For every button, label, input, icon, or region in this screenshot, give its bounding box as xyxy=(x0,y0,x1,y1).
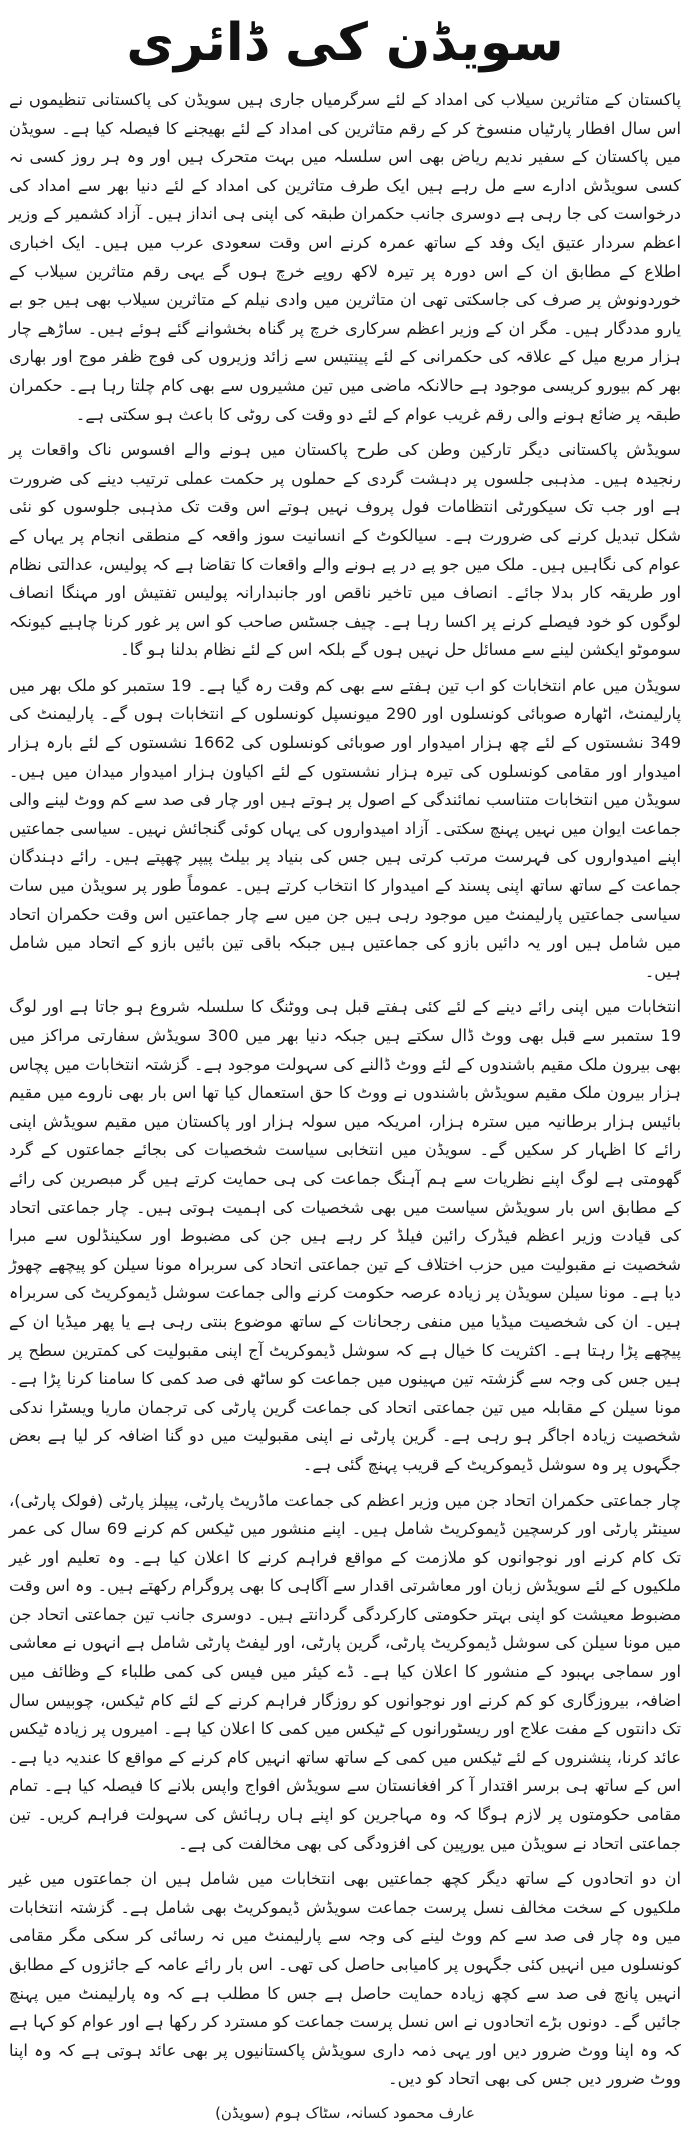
article-paragraph-security: سویڈش پاکستانی دیگر تارکین وطن کی طرح پاکستان میں ہونے والے افسوس ناک واقعات پر رنجیدہ ہیں۔ مذہبی جلسوں پر دہشت گردی کے حملوں پر حکمت عملی ترتیب دینے کی ضرورت ہے اور جب تک سیکورٹی انتظامات فول پروف نہیں ہوتے اس وقت تک مذہبی جلوسوں کو نئی شکل تبدیل کرنے کی ضرورت ہے۔ سیالکوٹ کے انسانیت سوز واقعہ کے منطقی انجام پر یہاں کے عوام کی نگاہیں ہیں۔ ملک میں جو پے در پے ہونے والے واقعات کا تقاضا ہے کہ پولیس، عدالتی نظام اور طریقہ کار بدلا جائے۔ انصاف میں تاخیر ناقص اور جانبدارانہ پولیس تفتیش اور مہنگا انصاف لوگوں کو خود فیصلے کرنے پر اکسا رہا ہے۔ چیف جسٹس صاحب کو اس پر غور کرنا چاہیے کیونکہ سوموٹو ایکشن لینے سے مسائل حل نہیں ہوں گے بلکہ اس کے لئے نظام بدلنا ہو گا۔ xyxy=(9,440,681,660)
column-masthead xyxy=(9,0,681,86)
article-paragraph-voting: انتخابات میں اپنی رائے دینے کے لئے کئی ہفتے قبل ہی ووٹنگ کا سلسلہ شروع ہو جاتا ہے اور لوگ 19 ستمبر سے قبل بھی ووٹ ڈال سکتے ہیں جبکہ دنیا بھر میں 300 سویڈش سفارتی مراکز میں بھی بیرون ملک مقیم باشندوں کے لئے ووٹ ڈالنے کی سہولت موجود ہے۔ گزشتہ انتخابات میں پچاس ہزار بیرون ملک مقیم سویڈش باشندوں نے ووٹ کا حق استعمال کیا تھا اس بار بھی ناروے میں مقیم بائیس ہزار برطانیہ میں سترہ ہزار، امریکہ میں سولہ ہزار اور پاکستان میں مقیم سویڈش اپنی رائے کا اظہار کر سکیں گے۔ سویڈن میں انتخابی سیاست شخصیات کی بجائے جماعتوں کے گرد گھومتی ہے لوگ اپنے نظریات سے ہم آہنگ جماعت کی ہی حمایت کرتے ہیں گر مبصرین کی رائے کے مطابق اس بار سویڈش سیاست میں بھی شخصیات کی اہمیت ہوتی ہیں۔ چار جماعتی اتحاد کی قیادت وزیر اعظم فیڈرک رائین فیلڈ کر رہے ہیں جن کی مضبوط اور سکینڈلوں سے مبرا شخصیت نے مقبولیت میں حزب اختلاف کے تین جماعتی اتحاد کی سربراہ مونا سیلن کو پیچھے چھوڑ دیا ہے۔ مونا سیلن سویڈن پر زیادہ عرصہ حکومت کرنے والی جماعت سوشل ڈیموکریٹ کی سربراہ ہیں۔ ان کی شخصیت میڈیا میں منفی رجحانات کے ساتھ موضوع بنتی رہی ہے یا پھر میڈیا ان کے پیچھے پڑا رہتا ہے۔ اکثریت کا خیال ہے کہ سوشل ڈیموکریٹ آج اپنی مقبولیت کی کمترین سطح پر ہیں جس کی وجہ سے گزشتہ تین مہینوں میں جماعت کو ساٹھ فی صد کمی کا سامنا کرنا پڑا ہے۔ مونا سیلن کے مقابلہ میں تین جماعتی اتحاد کی جماعت گرین پارٹی کی ترجمان ماریا ویسٹرا ندکی شخصیت زیادہ اجاگر ہو رہی ہے۔ گرین پارٹی نے اپنی مقبولیت میں دو گنا اضافہ کر لیا ہے بعض جگہوں پر وہ سوشل ڈیموکریٹ کے قریب پہنچ گئی ہے۔ xyxy=(9,997,682,1474)
article-paragraph-elections: سویڈن میں عام انتخابات کو اب تین ہفتے سے بھی کم وقت رہ گیا ہے۔ 19 ستمبر کو ملک بھر میں پارلیمنٹ، اٹھارہ صوبائی کونسلوں اور 290 میونسپل کونسلوں کے انتخابات ہوں گے۔ پارلیمنٹ کی 349 نشستوں کے لئے چھ ہزار امیدوار اور صوبائی کونسلوں کی 1662 نشستوں کے لئے بارہ ہزار امیدوار اور مقامی کونسلوں کی تیرہ ہزار نشستوں کے لئے اکیاون ہزار امیدوار میدان میں ہیں۔ سویڈن میں انتخابات متناسب نمائندگی کے اصول پر ہوتے ہیں اور چار فی صد سے کم ووٹ لینے والی جماعت ایوان میں نہیں پہنچ سکتی۔ آزاد امیدواروں کی یہاں کوئی گنجائش نہیں۔ سیاسی جماعتیں اپنے امیدواروں کی فہرست مرتب کرتی ہیں جس کی بنیاد پر بیلٹ پیپر چھپتے ہیں۔ رائے دہندگان جماعت کے ساتھ ساتھ اپنی پسند کے امیدوار کا انتخاب کرتے ہیں۔ عموماً طور پر سویڈن میں سات سیاسی جماعتیں پارلیمنٹ میں موجود رہی ہیں جن میں سے چار جماعتیں اس وقت حکمران اتحاد میں شامل ہیں اور یہ دائیں بازو کی جماعتیں ہیں جبکہ باقی تین بائیں بازو کے اتحاد میں شامل ہیں۔ xyxy=(9,675,681,981)
article-paragraph-aid: پاکستان کے متاثرین سیلاب کی امداد کے لئے سرگرمیاں جاری ہیں سویڈن کی پاکستانی تنظیموں نے اس سال افطار پارٹیاں منسوخ کر کے رقم متاثرین کی امداد کے لئے بھیجنے کا فیصلہ کیا ہے۔ سویڈن میں پاکستان کے سفیر ندیم ریاض بھی اس سلسلہ میں بہت متحرک ہیں اور وہ ہر روز کسی نہ کسی سویڈش ادارے سے مل رہے ہیں ایک طرف متاثرین کی امداد کے لئے دنیا بھر سے امداد کی درخواست کی جا رہی ہے دوسری جانب حکمران طبقہ کی اپنی ہی انداز ہیں۔ آزاد کشمیر کے وزیر اعظم سردار عتیق ایک وفد کے ساتھ عمرہ کرنے اس وقت سعودی عرب میں ہیں۔ ایک اخباری اطلاع کے مطابق ان کے اس دورہ پر تیرہ لاکھ روپے خرچ ہوں گے یہی رقم متاثرین سیلاب کے خوردونوش پر صرف کی جاسکتی تھی ان متاثرین میں وادی نیلم کے متاثرین سیلاب بھی ہیں جو بے یارو مددگار ہیں۔ مگر ان کے وزیر اعظم سرکاری خرچ پر گناہ بخشوانے گئے ہوئے ہیں۔ ساڑھے چار ہزار مربع میل کے علاقہ کی حکمرانی کے لئے پینتیس سے زائد وزیروں کی فوج ظفر موج اور بھاری بھر کم بیورو کریسی موجود ہے حالانکہ ماضی میں تین مشیروں سے بھی کام چلتا رہا ہے۔ حکمران طبقہ پر ضائع ہونے والی رقم غریب عوام کے لئے دو وقت کی روٹی کا باعث ہو سکتی ہے۔ xyxy=(9,90,681,424)
article-paragraph-parties: ان دو اتحادوں کے ساتھ دیگر کچھ جماعتیں بھی انتخابات میں شامل ہیں ان جماعتوں میں غیر ملکیوں کے سخت مخالف نسل پرست جماعت سویڈش ڈیموکریٹ بھی شامل ہے۔ گزشتہ انتخابات میں وہ چار فی صد سے کم ووٹ لینے کی وجہ سے پارلیمنٹ میں نہ رسائی کر سکی مگر مقامی کونسلوں میں انہیں کئی جگہوں پر کامیابی حاصل کی تھی۔ اس بار رائے عامہ کے جائزوں کے مطابق انہیں پانچ فی صد سے کچھ زیادہ حمایت حاصل ہے جس کا مطلب ہے کہ وہ پارلیمنٹ میں پہنچ جائیں گے۔ دونوں بڑے اتحادوں نے اس نسل پرست جماعت کو مسترد کر رکھا ہے اور عوام کو کہا ہے کہ وہ اپنا ووٹ ضرور دیں اور یہی ذمہ داری سویڈش پاکستانیوں پر بھی عائد ہوتی ہے کہ وہ اپنا ووٹ ضرور دیں جس کی بھی اتحاد کو دیں۔ xyxy=(9,1869,681,2089)
article-paragraph-manifestos: چار جماعتی حکمران اتحاد جن میں وزیر اعظم کی جماعت ماڈریٹ پارٹی، پیپلز پارٹی (فولک پارٹی)، سینٹر پارٹی اور کرسچین ڈیموکریٹ شامل ہیں۔ اپنے منشور میں ٹیکس کم کرنے 69 سال کی عمر تک کام کرنے اور نوجوانوں کو ملازمت کے مواقع فراہم کرنے کا اعلان کیا ہے۔ وہ تعلیم اور غیر ملکیوں کے لئے سویڈش زبان اور معاشرتی اقدار سے آگاہی کا بھی پروگرام رکھتے ہیں۔ وہ اس وقت مضبوط معیشت کو اپنی بہتر حکومتی کارکردگی گردانتے ہیں۔ دوسری جانب تین جماعتی اتحاد جن میں مونا سیلن کی سوشل ڈیموکریٹ پارٹی، گرین پارٹی، اور لیفٹ پارٹی شامل ہے انہوں نے معاشی اور سماجی بہبود کے منشور کا اعلان کیا ہے۔ ڈے کیئر میں فیس کی کمی طلباء کے وظائف میں اضافہ، بیروزگاری کو کم کرنے اور نوجوانوں کو روزگار فراہم کرنے کے لئے کام ٹیکس، چوبیس سال تک دانتوں کے مفت علاج اور ریسٹورانوں کے ٹیکس میں کمی کا اعلان کیا ہے۔ امیروں پر زیادہ ٹیکس عائد کرنا، پنشنروں کے لئے ٹیکس میں کمی کے ساتھ ساتھ انہیں کام کرنے کے مواقع کا عندیہ دیا ہے۔ اس کے ساتھ ہی برسر اقتدار آ کر افغانستان سے سویڈش افواج واپس بلانے کا فیصلہ کیا ہے۔ تمام مقامی حکومتوں پر لازم ہوگا کہ وہ مہاجرین کو اپنے ہاں رہائش کی سہولت فراہم کریں۔ تین جماعتی اتحاد نے سویڈن میں یورپین کی افزودگی کی بھی مخالفت کی ہے۔ xyxy=(9,1490,682,1853)
author-byline: عارف محمود کسانہ، سٹاک ہوم (سویڈن) xyxy=(215,2103,475,2122)
article-body xyxy=(9,86,681,2094)
column-headline: سویڈن کی ڈائری xyxy=(126,13,564,73)
